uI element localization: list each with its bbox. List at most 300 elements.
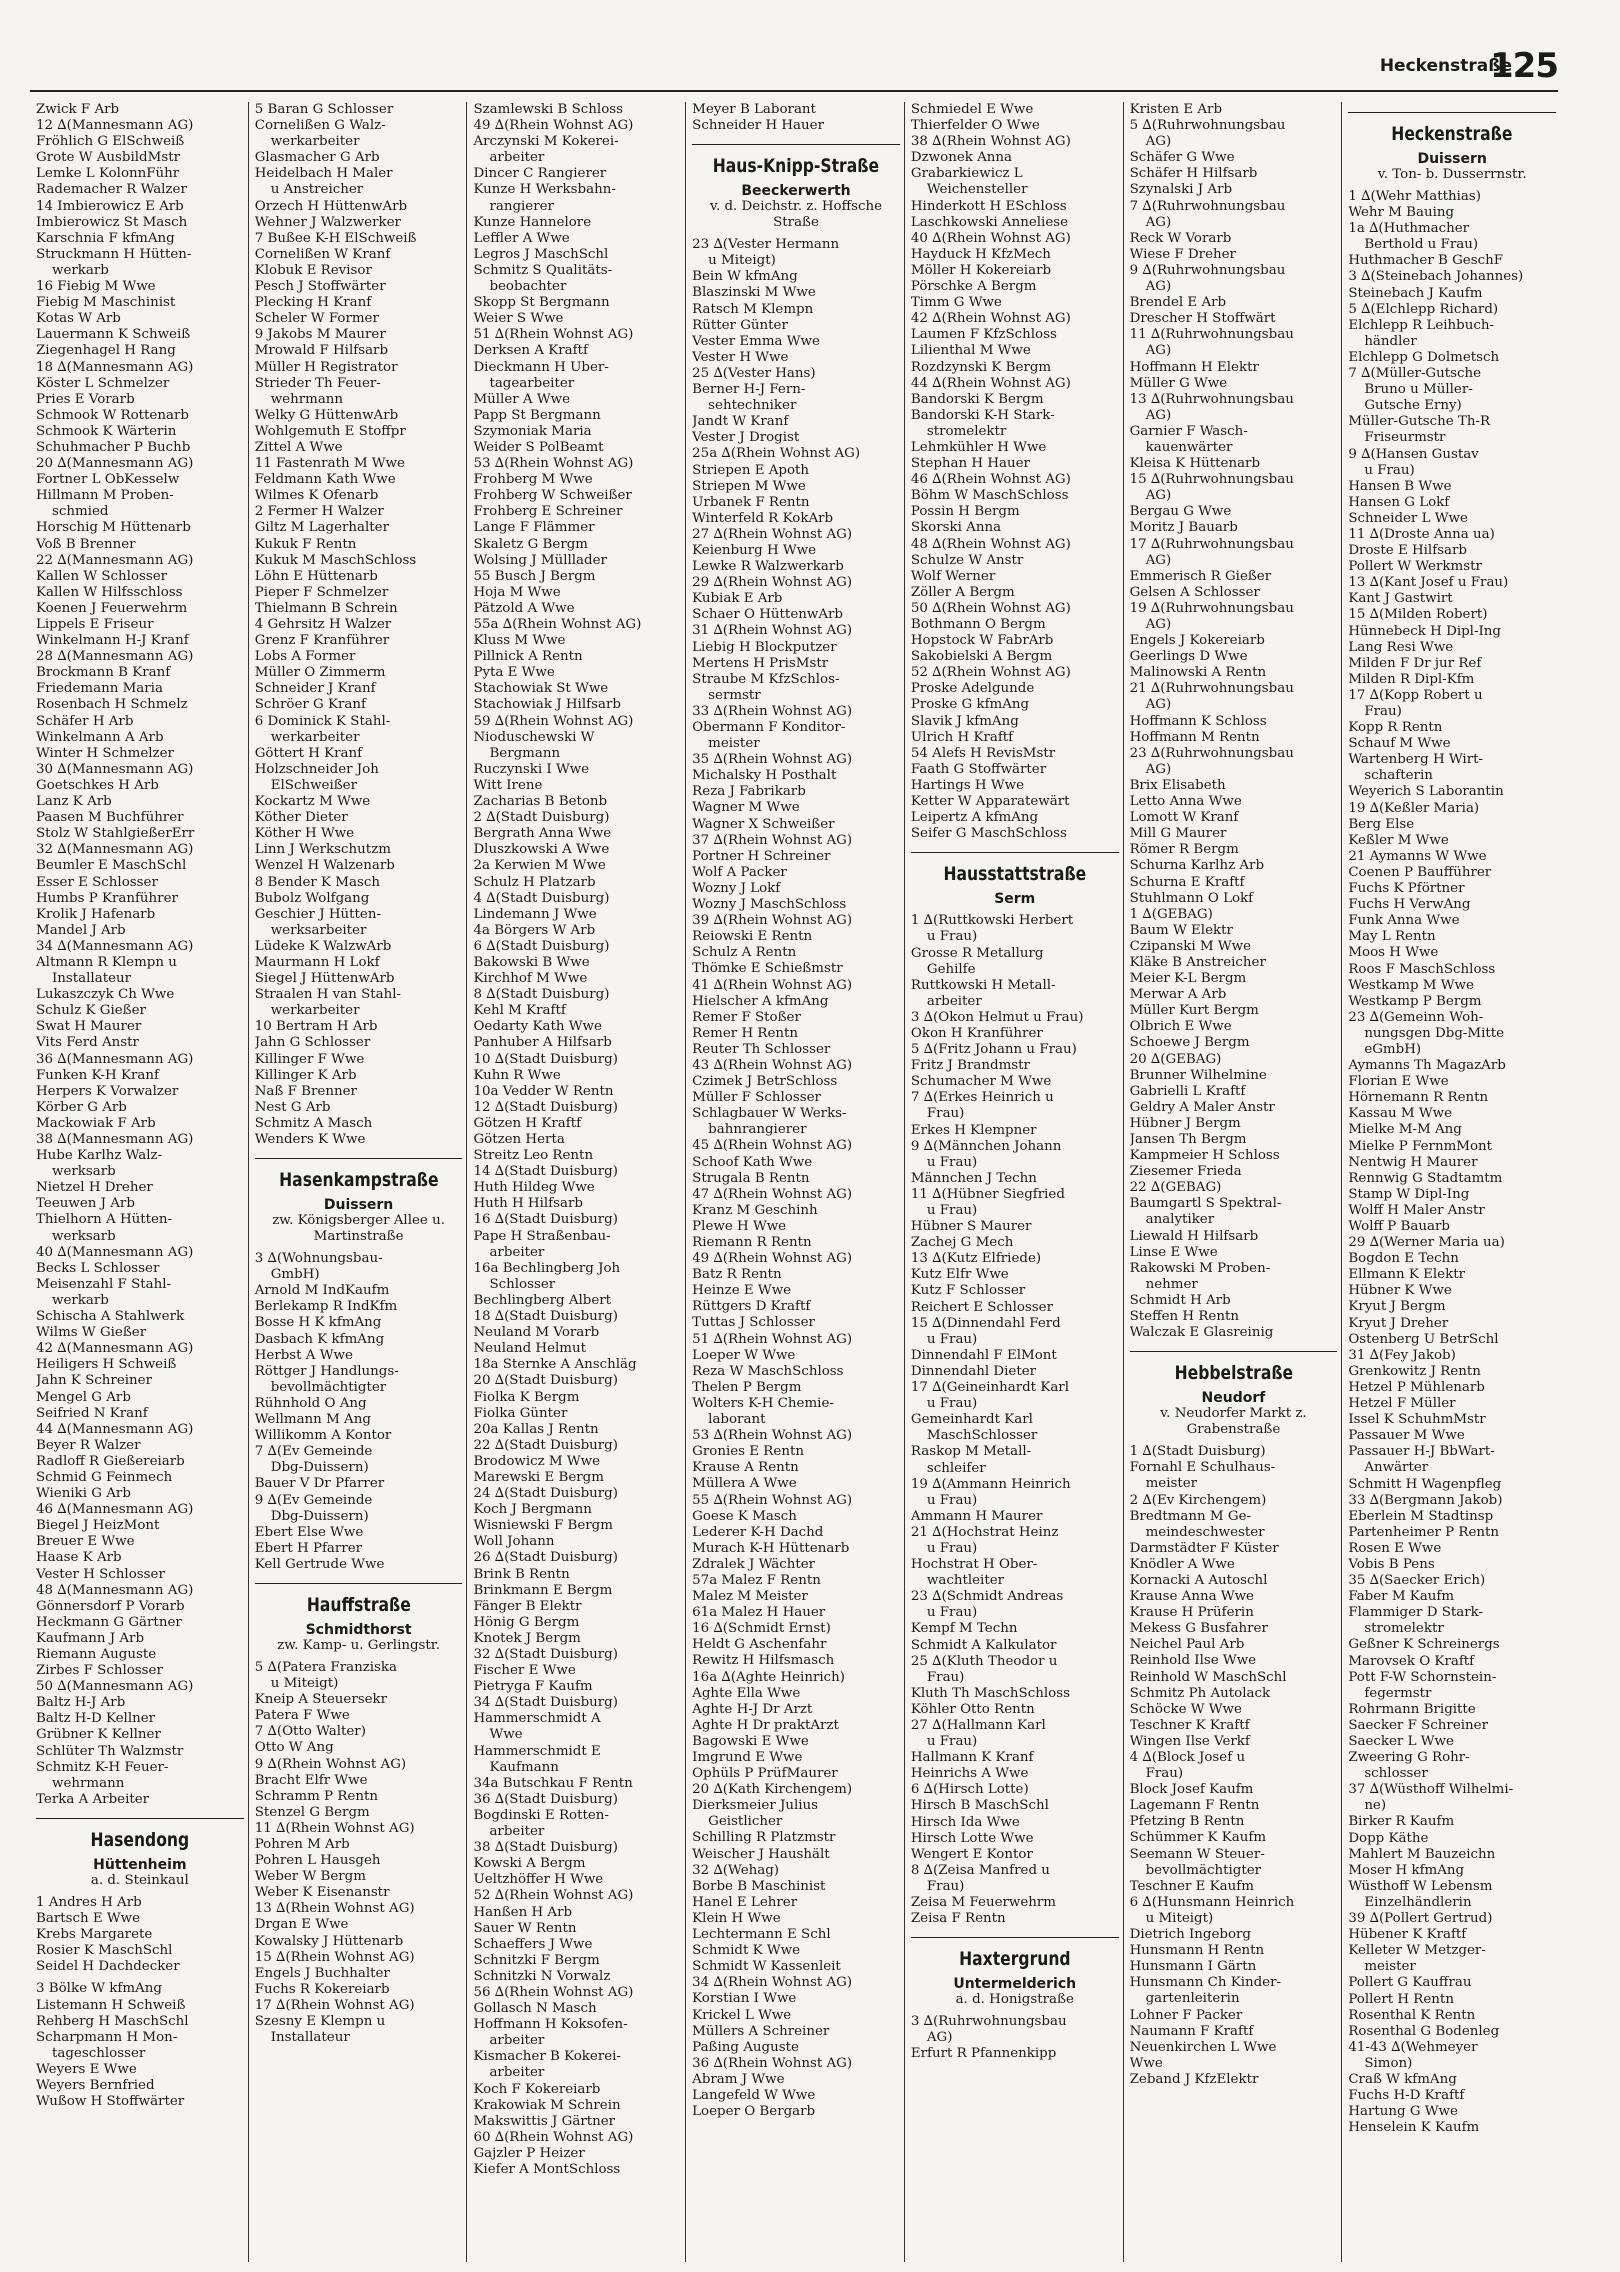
directory-entry: 7 ∆(Ev Gemeinde [254,1444,373,1460]
directory-entry: Becks L Schlosser [36,1260,160,1276]
directory-entry: Breuer E Wwe [36,1534,135,1550]
directory-entry: Löhn E Hüttenarb [254,568,378,584]
directory-entry: Thielhorn A Hütten- [36,1212,173,1228]
directory-entry: Wisniewski F Bergm [473,1518,613,1534]
directory-entry: Hünnebeck H Dipl-Ing [1348,623,1501,639]
directory-entry: Mekess G Busfahrer [1129,1621,1268,1637]
directory-entry: Hetzel F Müller [1348,1396,1456,1412]
directory-entry: 32 ∆(Stadt Duisburg) [473,1647,618,1662]
directory-entry: Brendel E Arb [1129,295,1227,311]
directory-entry: Horschig M Hüttenarb [36,520,191,536]
street-section-header [911,1937,1119,2008]
directory-entry: Blaszinski M Wwe [692,285,816,301]
directory-entry: 16 Fiebig M Wwe [36,279,156,295]
directory-entry: Szesny E Klempn u [254,2014,386,2030]
directory-entry: Hirsch Lotte Wwe [910,1830,1034,1846]
directory-entry: 1 Andres H Arb [36,1894,142,1910]
directory-entry: Garnier F Wasch- [1129,423,1248,439]
directory-entry-continuation: u Frau) [926,1605,978,1621]
header-rule [30,90,1558,92]
directory-entry: 2 Fermer H Walzer [254,504,384,520]
directory-entry: Kubiak E Arb [692,591,783,607]
directory-entry: Rohrmann Brigitte [1348,1701,1476,1717]
directory-entry: Wolsing J Mülllader [473,552,607,568]
directory-entry: Schmook W Rottenarb [36,407,189,423]
directory-entry: Schulze W Anstr [910,552,1024,568]
directory-entry: Wozny J MaschSchloss [692,897,847,913]
directory-entry: Schulz K Gießer [36,1003,146,1019]
directory-entry: Scheler W Former [254,311,379,327]
district-name: Hüttenheim [93,1856,187,1873]
street-name: Haus-Knipp-Straße [712,155,880,178]
directory-entry: Kopp R Rentn [1348,720,1443,736]
directory-entry-continuation: werkarbeiter [270,134,360,150]
directory-entry: Reuter Th Schlosser [692,1041,831,1057]
directory-entry: Rehberg H MaschSchl [36,2013,189,2029]
directory-entry: Erkes H Klempner [910,1122,1037,1138]
directory-entry-continuation: Frau) [926,1106,965,1122]
directory-entry: Kaufmann J Arb [36,1630,145,1646]
directory-entry: Schmitz S Qualitäts- [473,262,613,278]
directory-entry: Schnitzki N Vorwalz [473,1968,611,1984]
directory-entry: 13 ∆(Kutz Elfriede) [910,1251,1042,1267]
directory-entry: Henselein K Kaufm [1348,2120,1480,2136]
directory-entry: Proske G kfmAng [910,697,1030,713]
directory-entry-continuation: werksarbeiter [270,922,367,938]
directory-entry: 49 ∆(Rhein Wohnst AG) [692,1251,853,1267]
directory-entry-continuation: u Frau) [1364,462,1415,478]
directory-entry-continuation: AG) [1145,617,1172,632]
directory-entry: Kallen W Hilfsschloss [36,584,183,600]
directory-entry: Kunze H Werksbahn- [473,182,616,198]
directory-entry-continuation: AG) [1145,279,1172,295]
directory-entry: Herbst A Wwe [254,1347,353,1363]
directory-entry: Schnitzki F Bergm [473,1952,600,1968]
directory-entry: Pätzold A Wwe [473,600,575,616]
directory-column-5 [904,102,1123,2262]
directory-entry: Kallen W Schlosser [36,568,168,584]
directory-entry: Brink B Rentn [473,1566,570,1582]
directory-entry: Hochstrat H Ober- [910,1557,1038,1573]
directory-entry: Murach K-H Hüttenarb [692,1540,850,1556]
directory-entry-continuation: AG) [1145,407,1172,423]
directory-entry: Feldmann Kath Wwe [254,472,396,488]
directory-entry: Papp St Bergmann [473,407,601,423]
directory-entry: Gabrielli L Kraftf [1129,1083,1246,1099]
directory-entry: Aymanns Th MagazArb [1348,1058,1506,1074]
directory-entry: Ammann H Maurer [910,1508,1043,1524]
directory-entry: 9 ∆(Rhein Wohnst AG) [254,1756,407,1772]
directory-entry-continuation: arbeiter [489,150,545,166]
directory-entry: Hammerschmidt E [473,1743,601,1759]
directory-entry: Olbrich E Wwe [1129,1019,1232,1035]
directory-entry: 61a Malez H Hauer [692,1605,826,1621]
directory-entry: Lange F Flämmer [473,520,595,536]
directory-entry: Heiligers H Schweiß [36,1357,177,1373]
directory-entry: Zdralek J Wächter [692,1556,816,1572]
directory-entry: Lukaszczyk Ch Wwe [36,987,175,1003]
page-header [0,0,1620,100]
directory-entry: Plewe H Wwe [692,1218,787,1234]
directory-entry: 5 ∆(Patera Franziska [254,1659,398,1675]
directory-entry: 16 ∆(Stadt Duisburg) [473,1212,618,1228]
directory-entry: Wieniki G Arb [36,1486,131,1502]
directory-entry: Killinger F Wwe [254,1051,365,1067]
directory-entry-continuation: arbeiter [489,2065,545,2081]
directory-entry: Kampmeier H Schloss [1129,1148,1280,1164]
directory-entry: Lechtermann E Schl [692,1927,831,1943]
directory-entry: Faath G Stoffwärter [910,761,1047,777]
directory-entry: Wilms W Gießer [36,1325,147,1341]
directory-entry: Rüttgers D Kraftf [692,1299,811,1315]
directory-entry: 1 ∆(GEBAG) [1129,906,1213,922]
directory-entry: Kutz Elfr Wwe [910,1267,1009,1283]
directory-entry: Ketter W Apparatewärt [910,794,1070,810]
directory-entry: 9 Jakobs M Maurer [254,327,386,343]
directory-entry: Passauer M Wwe [1348,1428,1465,1444]
directory-entry: 42 ∆(Mannesmann AG) [36,1341,194,1357]
directory-entry: Krebs Margarete [36,1927,153,1943]
directory-entry: Pohren M Arb [254,1837,350,1852]
directory-entry: 3 ∆(Ruhrwohnungsbau [910,2014,1067,2030]
directory-entry: Ostenberg U BetrSchl [1348,1331,1499,1347]
directory-entry: Bubolz Wolfgang [254,890,370,906]
directory-entry-continuation: AG) [1145,214,1172,230]
directory-entry-continuation: händler [1364,333,1417,349]
directory-entry: Schulz H Platzarb [473,874,596,890]
directory-entry: Frohberg M Wwe [473,472,593,488]
directory-entry: Schumacher M Wwe [910,1074,1052,1090]
directory-entry: Hoffmann M Rentn [1129,729,1260,745]
directory-entry: Saecker F Schreiner [1348,1717,1488,1733]
directory-entry: Möller H Kokereiarb [910,262,1052,278]
directory-entry: Frohberg W Schweißer [473,488,632,504]
directory-entry: Kockartz M Wwe [254,794,371,810]
directory-entry: 50 ∆(Mannesmann AG) [36,1679,194,1695]
directory-entry-continuation: AG) [1145,343,1172,359]
directory-entry: Wilmes K Ofenarb [254,488,379,504]
directory-entry-continuation: werkarbeiter [270,729,360,745]
directory-entry: Fuchs K Pförtner [1348,881,1465,897]
street-section-header [692,144,900,231]
directory-entry: 3 ∆(Wohnungsbau- [254,1251,383,1267]
directory-entry: Teeuwen J Arb [36,1196,135,1212]
directory-entry: Wiese F Dreher [1129,246,1236,262]
directory-entry-continuation: meister [1145,1476,1198,1492]
directory-entry: 49 ∆(Rhein Wohnst AG) [473,118,634,134]
directory-entry: Schulz A Rentn [692,945,797,961]
directory-entry-continuation: bahnrangierer [708,1122,807,1138]
directory-entry: Remer H Rentn [692,1025,799,1041]
directory-entry: Schröer G Kranf [254,697,366,713]
directory-entry-continuation: eGmbH) [1364,1041,1422,1057]
directory-entry: Heldt G Aschenfahr [692,1637,827,1653]
directory-entry: Brunner Wilhelmine [1129,1067,1267,1083]
directory-entry: Plecking H Kranf [254,295,372,311]
directory-entry: Ziesemer Frieda [1129,1164,1242,1180]
directory-entry-continuation: arbeiter [926,993,982,1009]
directory-entry: Partenheimer P Rentn [1348,1524,1500,1540]
directory-entry: Reinhold W MaschSchl [1129,1669,1287,1685]
directory-entry: Hirsch Ida Wwe [910,1814,1020,1830]
directory-entry: Tuttas J Schlosser [692,1315,815,1331]
directory-entry: Ratsch M Klempn [692,301,814,317]
directory-entry: Szamlewski B Schloss [473,102,624,117]
directory-entry: Fortner L ObKesselw [36,472,180,488]
directory-entry-continuation: Simon) [1364,2055,1413,2071]
directory-entry: Willikomm A Kontor [254,1428,392,1444]
directory-entry: Schäfer H Arb [36,713,134,729]
directory-entry: Malez M Meister [692,1589,808,1605]
directory-entry: 10 ∆(Stadt Duisburg) [473,1051,618,1067]
directory-entry: 8 ∆(Zeisa Manfred u [910,1862,1050,1878]
directory-entry: 15 ∆(Rhein Wohnst AG) [254,1949,415,1965]
directory-entry: Hansen G Lokf [1348,494,1450,510]
directory-entry: Bosse H K kfmAng [254,1315,382,1331]
directory-entry: 31 ∆(Fey Jakob) [1348,1347,1456,1363]
directory-entry: Hopstock W FabrArb [910,633,1054,649]
directory-entry: 12 ∆(Stadt Duisburg) [473,1099,618,1115]
directory-entry: Kell Gertrude Wwe [254,1556,385,1572]
directory-entry: Beyer R Walzer [36,1437,141,1453]
directory-entry: Kotas W Arb [36,311,121,327]
directory-entry: Jandt W Kranf [692,414,789,430]
directory-entry: Lippels E Friseur [36,617,154,632]
directory-entry-continuation: Installateur [52,971,132,987]
directory-entry: Elchlepp G Dolmetsch [1348,349,1500,365]
directory-entry: Neichel Paul Arb [1129,1637,1245,1653]
directory-entry-continuation: werkarbeiter [270,1003,360,1019]
directory-entry: 11 ∆(Hübner Siegfried [910,1186,1065,1202]
directory-entry-continuation: sermstr [708,687,761,703]
directory-entry-continuation: MaschSchlosser [926,1428,1038,1444]
directory-entry: Kowski A Bergm [473,1856,586,1872]
directory-entry: Darmstädter F Küster [1129,1540,1279,1556]
directory-entry: Kluss M Wwe [473,633,566,649]
directory-entry: Müller Kurt Bergm [1129,1003,1259,1019]
directory-entry: 37 ∆(Rhein Wohnst AG) [692,832,853,848]
directory-entry: 47 ∆(Rhein Wohnst AG) [692,1186,853,1202]
directory-entry-continuation: u Frau) [926,929,978,945]
directory-entry: Weier S Wwe [473,311,564,327]
directory-entry: Naumann F Kraftf [1129,2023,1254,2039]
directory-entry: 2a Kerwien M Wwe [473,858,606,874]
directory-entry: Schurna Karlhz Arb [1129,858,1265,874]
directory-entry: Patera F Wwe [254,1708,350,1724]
directory-entry: Roos F MaschSchloss [1348,961,1496,977]
directory-entry: Dierksmeier Julius [692,1798,819,1814]
directory-entry: 36 ∆(Rhein Wohnst AG) [692,2055,853,2071]
directory-entry: 21 ∆(Hochstrat Heinz [910,1524,1059,1540]
directory-entry: Hartung G Wwe [1348,2104,1458,2120]
directory-entry: Voß B Brenner [36,536,136,552]
directory-entry: Männchen J Techn [910,1170,1037,1186]
directory-entry: Wagner M Wwe [692,800,800,816]
directory-entry: Hönig G Bergm [473,1614,580,1630]
directory-entry: Ebert H Pfarrer [254,1540,363,1556]
directory-entry: Schoewe J Bergm [1129,1035,1250,1051]
directory-entry: Fiebig M Maschinist [36,295,176,311]
directory-entry: 13 ∆(Rhein Wohnst AG) [254,1901,415,1917]
directory-entry: Fischer E Wwe [473,1663,576,1679]
directory-entry: 54 Alefs H RevisMstr [910,745,1056,761]
directory-entry: Gemeinhardt Karl [910,1412,1033,1428]
directory-entry: 11 ∆(Ruhrwohnungsbau [1129,327,1294,343]
directory-entry-continuation: fegermstr [1364,1685,1432,1701]
street-name: Hasendong [90,1828,190,1851]
directory-entry: Schurna E Kraftf [1129,874,1245,890]
directory-entry: Fiolka K Bergm [473,1389,580,1405]
directory-entry: Dopp Käthe [1348,1830,1429,1846]
directory-entry: 21 Aymanns W Wwe [1348,848,1487,864]
directory-entry: Kluth Th MaschSchloss [910,1685,1070,1701]
directory-entry-continuation: Gutsche Erny) [1364,398,1462,414]
directory-entry-continuation: meindeschwester [1145,1524,1265,1540]
directory-entry: Seidel H Dachdecker [36,1959,180,1975]
directory-entry: Wüsthoff W Lebensm [1348,1878,1493,1894]
directory-entry: Stenzel G Bergm [254,1804,370,1820]
directory-entry: Schaer O HüttenwArb [692,607,843,623]
directory-entry: Nest G Arb [254,1099,331,1115]
directory-entry: Glasmacher G Arb [254,150,380,166]
directory-entry: Herpers K Vorwalzer [36,1083,179,1099]
directory-entry: Reinhold Ilse Wwe [1129,1653,1257,1669]
directory-entry: 7 ∆(Ruhrwohnungsbau [1129,198,1286,214]
directory-entry: Bogdinski E Rotten- [473,1807,609,1823]
directory-entry: 38 ∆(Mannesmann AG) [36,1132,194,1147]
directory-entry: 39 ∆(Rhein Wohnst AG) [692,913,853,929]
directory-entry: 45 ∆(Rhein Wohnst AG) [692,1138,853,1154]
directory-entry: Winter H Schmelzer [36,745,174,761]
directory-entry: Walczak E Glasreinig [1129,1325,1274,1341]
directory-entry-continuation: Dbg-Duissern) [270,1508,369,1524]
directory-entry: 5 ∆(Fritz Johann u Frau) [910,1042,1077,1058]
directory-entry-continuation: Bergmann [489,745,561,761]
directory-entry: Hirsch B MaschSchl [910,1798,1049,1814]
directory-entry: 9 ∆(Hansen Gustav [1348,446,1479,462]
directory-entry-continuation: Frau) [926,1669,965,1685]
directory-entry: 4 Gehrsitz H Walzer [254,617,392,632]
directory-entry: Bandorski K Bergm [910,391,1044,407]
district-name: Duissern [1417,151,1487,167]
directory-entry: Huth Hildeg Wwe [473,1180,595,1196]
directory-entry: Zeisa F Rentn [910,1911,1006,1927]
directory-entry: Hübner S Maurer [910,1219,1032,1235]
directory-entry: 42 ∆(Rhein Wohnst AG) [910,311,1071,327]
directory-entry: 1 ∆(Ruttkowski Herbert [910,913,1074,929]
directory-entry: Sauer W Rentn [473,1920,577,1936]
directory-entry: Vester H Schlosser [36,1566,165,1582]
directory-entry: Rademacher R Walzer [36,182,187,198]
directory-entry-continuation: meister [1364,1959,1416,1975]
directory-entry: Schramm P Rentn [254,1788,378,1804]
directory-entry-continuation: werkarb [52,262,109,278]
directory-entry: Brinkmann E Bergm [473,1582,613,1598]
directory-entry: Westkamp M Wwe [1348,977,1474,993]
directory-entry: Pfetzing B Rentn [1129,1814,1245,1830]
directory-entry: Bothmann O Bergm [910,617,1046,632]
directory-entry: Pries E Vorarb [36,391,135,407]
directory-entry: Vester H Wwe [692,349,789,365]
directory-entry: Skorski Anna [910,520,1002,536]
directory-entry: 22 ∆(GEBAG) [1129,1180,1222,1196]
directory-entry: Klein H Wwe [692,1910,781,1926]
directory-entry: Wolters K-H Chemie- [692,1395,834,1411]
directory-entry: Göttert H Kranf [254,745,363,761]
district-name: Neudorf [1201,1390,1266,1407]
directory-entry: 55 Busch J Bergm [473,568,596,584]
directory-entry: Birker R Kaufm [1348,1814,1455,1830]
directory-entry: Lauermann K Schweiß [36,327,191,343]
directory-entry: Paßing Auguste [692,2039,799,2055]
directory-entry: Hayduck H KfzMech [910,246,1051,262]
directory-entry: Dasbach K kfmAng [254,1331,385,1347]
street-location: zw. Kamp- u. Gerlingstr. [277,1637,440,1653]
directory-entry: Moos H Wwe [1348,945,1439,961]
directory-entry: Kiefer A MontSchloss [473,2162,621,2177]
directory-entry: Schmidt W Kassenleit [692,1959,841,1975]
directory-entry-continuation: Bruno u Müller- [1364,382,1473,398]
directory-entry-continuation: schafterin [1364,768,1433,784]
directory-entry: 37 ∆(Wüsthoff Wilhelmi- [1348,1782,1514,1798]
directory-entry: 12 ∆(Mannesmann AG) [36,118,194,134]
directory-entry: Legros J MaschSchl [473,246,609,262]
directory-entry: Rosier K MaschSchl [36,1943,173,1959]
directory-entry: 26 ∆(Stadt Duisburg) [473,1550,618,1566]
directory-entry: 17 ∆(Rhein Wohnst AG) [254,1997,415,2013]
directory-entry: Schneider J Kranf [254,681,376,697]
directory-entry: 53 ∆(Rhein Wohnst AG) [473,456,634,472]
directory-entry-continuation: werkarb [52,1292,109,1308]
directory-entry: Kirchhof M Wwe [473,971,588,987]
directory-entry: Köster L Schmelzer [36,375,170,391]
directory-entry: Ophüls P PrüfMaurer [692,1766,838,1782]
directory-entry: Oedarty Kath Wwe [473,1019,602,1035]
directory-entry: Ruttkowski H Metall- [910,977,1056,993]
directory-entry: Humbs P Kranführer [36,890,178,906]
directory-entry: Maurmann H Lokf [254,954,380,970]
directory-entry: Lewke R Walzwerkarb [692,559,844,575]
directory-entry: Müller H Registrator [254,359,398,375]
directory-entry: Körber G Arb [36,1099,127,1115]
directory-entry: Nentwig H Maurer [1348,1154,1478,1170]
directory-entry: 48 ∆(Rhein Wohnst AG) [910,536,1071,552]
directory-entry: Bredtmann M Ge- [1129,1508,1252,1524]
directory-entry: Schlagbauer W Werks- [692,1106,847,1122]
directory-entry: 22 ∆(Mannesmann AG) [36,552,194,568]
directory-entry-continuation: Kaufmann [489,1759,559,1775]
directory-entry: Zweering G Rohr- [1348,1750,1470,1766]
directory-entry: Kassau M Wwe [1348,1106,1453,1122]
directory-entry: Brodowicz M Wwe [473,1453,601,1469]
directory-entry: Streitz Leo Rentn [473,1148,594,1164]
street-location: v. d. Deichstr. z. Hoffsche Straße [709,199,883,231]
district-name: Beeckerwerth [741,183,851,200]
directory-entry: Skopp St Bergmann [473,295,610,311]
directory-entry: Bauer V Dr Pfarrer [254,1476,385,1492]
directory-entry: Grosse R Metallurg [910,945,1044,961]
directory-entry: 28 ∆(Mannesmann AG) [36,649,194,665]
directory-entry: Aghte H-J Dr Arzt [692,1701,813,1717]
directory-entry: 17 ∆(Ruhrwohnungsbau [1129,536,1294,552]
directory-entry: Kneip A Steuersekr [254,1692,388,1708]
directory-entry: Hube Karlhz Walz- [36,1148,163,1164]
directory-entry-continuation: Frau) [1145,1766,1184,1782]
directory-entry: 6 ∆(Stadt Duisburg) [473,938,610,954]
street-name: Hasenkampstraße [278,1169,439,1192]
directory-entry: Riemann R Rentn [692,1235,812,1250]
directory-entry: 6 Dominick K Stahl- [254,713,391,729]
